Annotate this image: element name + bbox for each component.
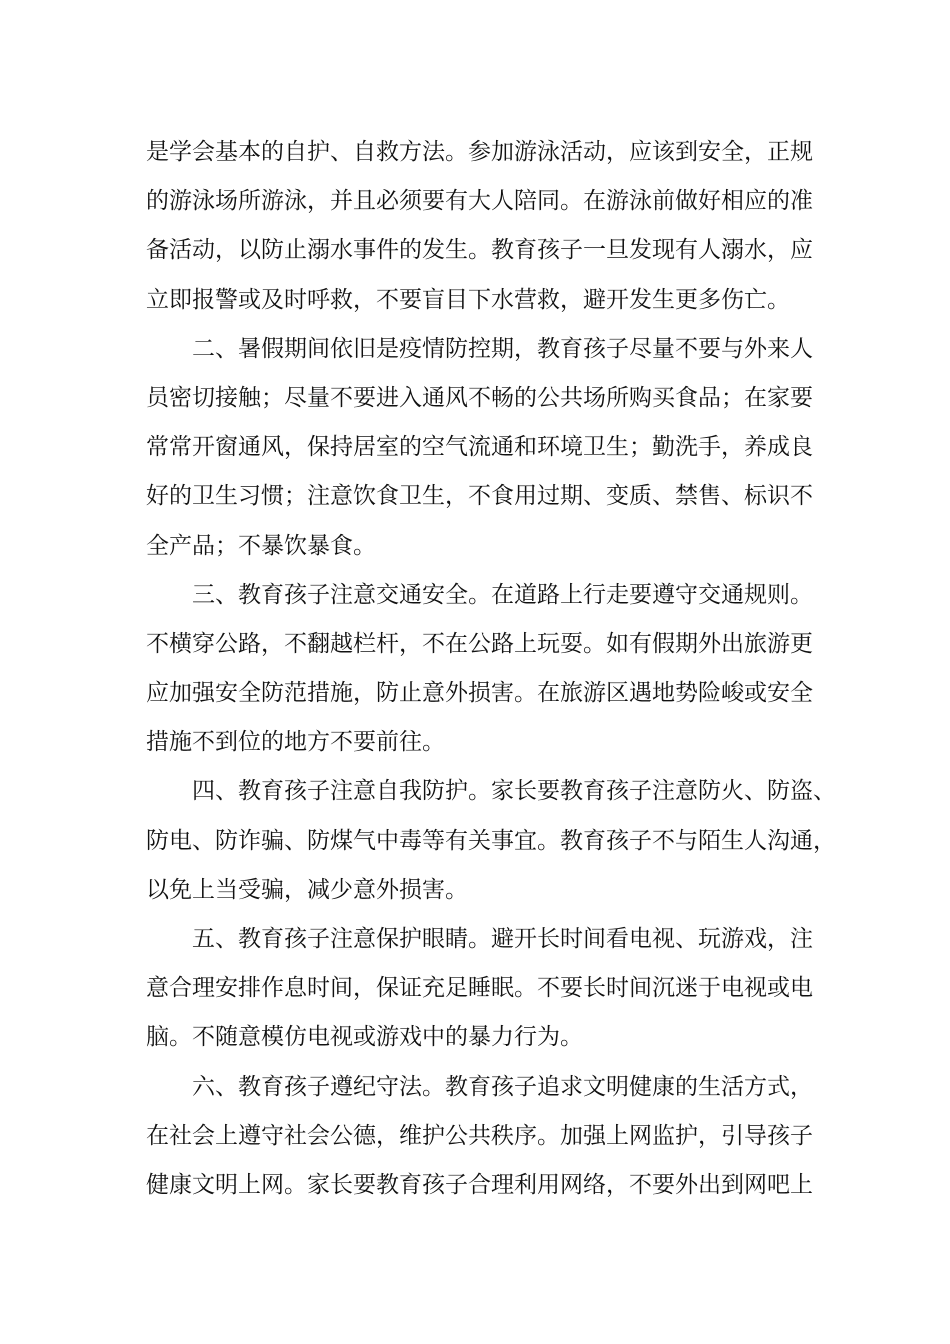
paragraph-eye-protection: [146, 915, 813, 1063]
paragraph-self-protection: [146, 767, 836, 915]
text-line: 员密切接触；尽量不要进入通风不畅的公共场所购买食品；在家要: [146, 384, 813, 411]
paragraph-law-abiding: [146, 1063, 813, 1211]
text-line: 措施不到位的地方不要前往。: [146, 729, 445, 756]
paragraph-traffic-safety: [146, 571, 813, 768]
text-line: 四、教育孩子注意自我防护。家长要教育孩子注意防火、防盗、: [192, 778, 836, 805]
text-line: 立即报警或及时呼救，不要盲目下水营救，避开发生更多伤亡。: [146, 286, 790, 313]
text-line: 的游泳场所游泳，并且必须要有大人陪同。在游泳前做好相应的准: [146, 188, 813, 215]
text-line: 防电、防诈骗、防煤气中毒等有关事宜。教育孩子不与陌生人沟通，: [146, 827, 836, 854]
text-line: 常常开窗通风，保持居室的空气流通和环境卫生；勤洗手，养成良: [146, 434, 813, 461]
text-line: 三、教育孩子注意交通安全。在道路上行走要遵守交通规则。: [192, 581, 813, 608]
text-line: 意合理安排作息时间，保证充足睡眠。不要长时间沉迷于电视或电: [146, 975, 813, 1002]
body-text: [146, 128, 836, 1210]
text-line: 脑。不随意模仿电视或游戏中的暴力行为。: [146, 1024, 583, 1051]
text-line: 备活动，以防止溺水事件的发生。教育孩子一旦发现有人溺水，应: [146, 237, 813, 264]
text-line: 二、暑假期间依旧是疫情防控期，教育孩子尽量不要与外来人: [192, 335, 813, 362]
text-line: 六、教育孩子遵纪守法。教育孩子追求文明健康的生活方式，: [192, 1073, 813, 1100]
paragraph-swimming-safety: [146, 128, 813, 325]
text-line: 以免上当受骗，减少意外损害。: [146, 876, 468, 903]
text-line: 在社会上遵守社会公德，维护公共秩序。加强上网监护，引导孩子: [146, 1122, 813, 1149]
text-line: 不横穿公路，不翻越栏杆，不在公路上玩耍。如有假期外出旅游更: [146, 630, 813, 657]
text-line: 是学会基本的自护、自救方法。参加游泳活动，应该到安全，正规: [146, 139, 813, 165]
text-line: 应加强安全防范措施，防止意外损害。在旅游区遇地势险峻或安全: [146, 680, 813, 707]
text-line: 健康文明上网。家长要教育孩子合理利用网络，不要外出到网吧上: [146, 1171, 813, 1198]
text-line: 全产品；不暴饮暴食。: [146, 532, 376, 559]
text-line: 五、教育孩子注意保护眼睛。避开长时间看电视、玩游戏，注: [192, 926, 813, 952]
paragraph-epidemic-prevention: [146, 325, 813, 571]
text-line: 好的卫生习惯；注意饮食卫生，不食用过期、变质、禁售、标识不: [146, 483, 813, 510]
